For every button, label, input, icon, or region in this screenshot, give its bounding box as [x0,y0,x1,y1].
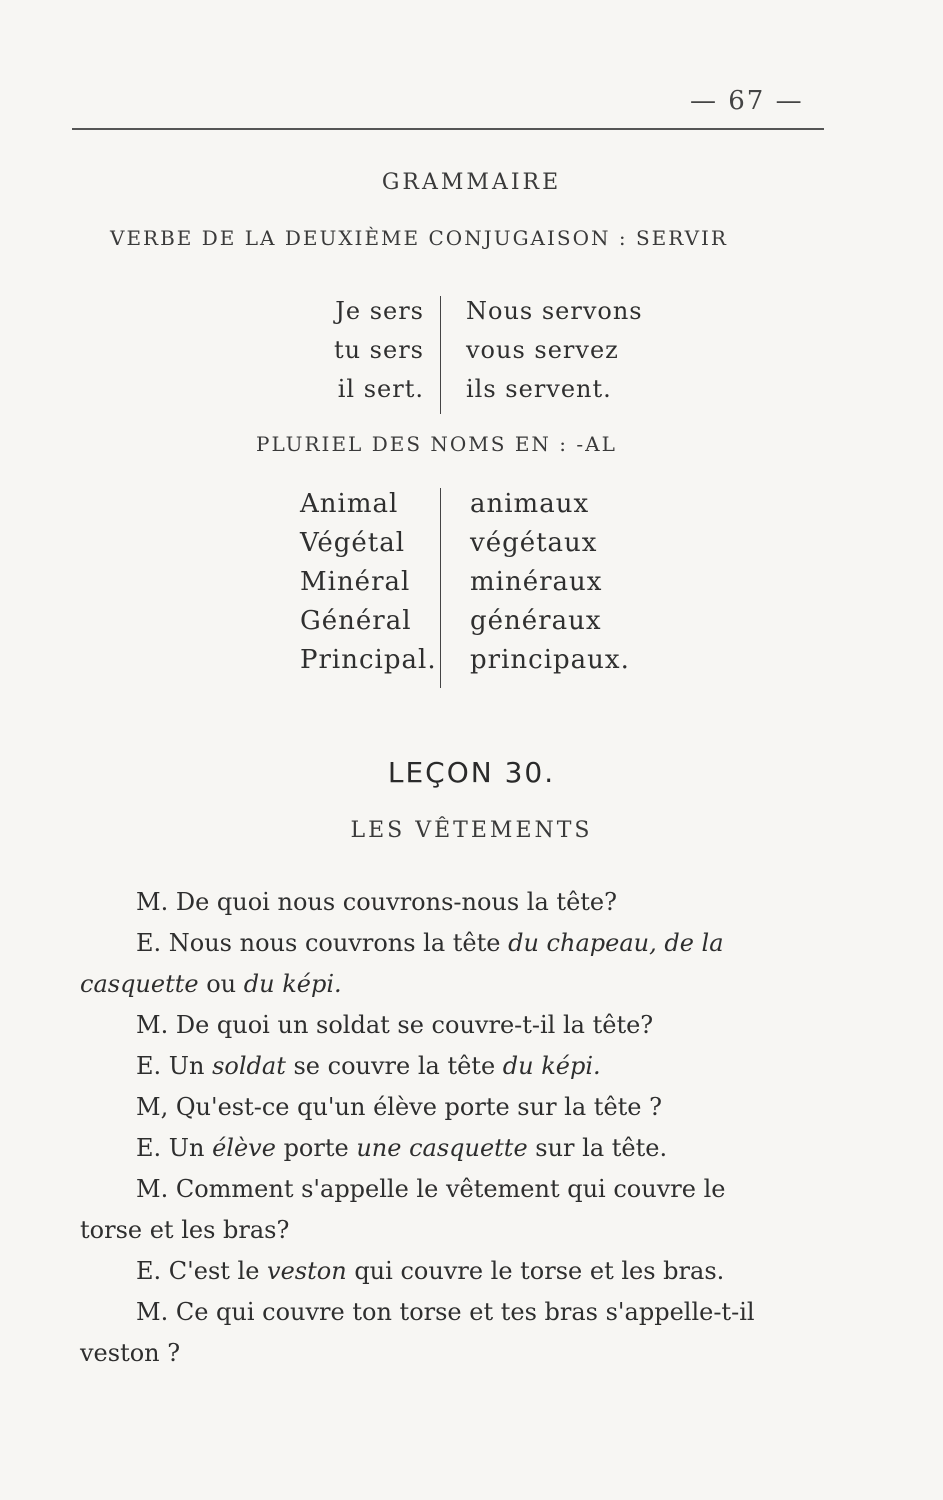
nouns-plural [470,485,670,680]
italic-span: du chapeau, de la [508,929,724,957]
noun-row: Minéral [300,567,411,597]
header-rule [72,128,824,130]
noun-row: animaux [470,489,590,519]
italic-span: une casquette [356,1134,528,1162]
nouns-divider [440,488,441,688]
text-span: E. Un [136,1134,213,1162]
conjugation-row: ils servent. [466,375,612,403]
conjugation-row: Je sers [335,297,424,325]
noun-row: Général [300,606,412,636]
text-span: E. C'est le [136,1257,268,1285]
text-span: se couvre la tête [285,1052,503,1080]
conjugation-row: tu sers [333,336,424,364]
dialogue-line: M. Ce qui couvre ton torse et tes bras s'appelle-t-il [136,1298,755,1326]
dialogue-line [80,1046,840,1087]
italic-span: casquette [80,970,199,998]
dialogue-line [80,1251,840,1292]
conjugation-singular [300,292,424,409]
text-span: ou [198,970,244,998]
nouns-singular [300,485,440,680]
conjugation-plural [466,292,686,409]
dialogue [80,882,840,1374]
italic-span: du képi. [243,970,342,998]
noun-row: généraux [470,606,602,636]
lesson-title: LEÇON 30. [387,756,556,789]
lesson-subtitle: LES VÊTEMENTS [350,818,593,843]
dialogue-line: torse et les bras? [80,1216,290,1244]
grammar-title: GRAMMAIRE [381,170,562,195]
text-span: E. Nous nous couvrons la tête [136,929,509,957]
plural-heading: PLURIEL DES NOMS EN : -AL [256,432,617,456]
dialogue-line: M. Comment s'appelle le vêtement qui couvre le [136,1175,726,1203]
italic-span: du képi. [502,1052,601,1080]
dialogue-line: M. De quoi nous couvrons-nous la tête? [136,888,617,916]
page-number: — 67 — [690,86,804,116]
conjugation-row: il sert. [337,375,424,403]
dialogue-line [80,923,840,964]
noun-row: Végétal [300,528,406,558]
noun-row: minéraux [470,567,603,597]
conjugation-row: vous servez [466,336,619,364]
noun-row: principaux. [470,645,630,675]
italic-span: soldat [212,1052,286,1080]
noun-row: végétaux [470,528,598,558]
dialogue-line [80,964,840,1005]
conjugation-row: Nous servons [466,297,643,325]
noun-row: Principal. [300,645,437,675]
grammar-subtitle: VERBE DE LA DEUXIÈME CONJUGAISON : SERVIR [110,226,728,250]
text-span: E. Un [136,1052,213,1080]
dialogue-line: M. De quoi un soldat se couvre-t-il la tête? [136,1011,654,1039]
text-span: porte [275,1134,357,1162]
dialogue-line [80,1128,840,1169]
dialogue-line: veston ? [80,1339,181,1367]
italic-span: veston [267,1257,347,1285]
italic-span: élève [212,1134,276,1162]
text-span: sur la tête. [527,1134,668,1162]
dialogue-line: M, Qu'est-ce qu'un élève porte sur la tête ? [136,1093,662,1121]
text-span: qui couvre le torse et les bras. [346,1257,725,1285]
noun-row: Animal [300,489,399,519]
conjugation-divider [440,296,441,414]
